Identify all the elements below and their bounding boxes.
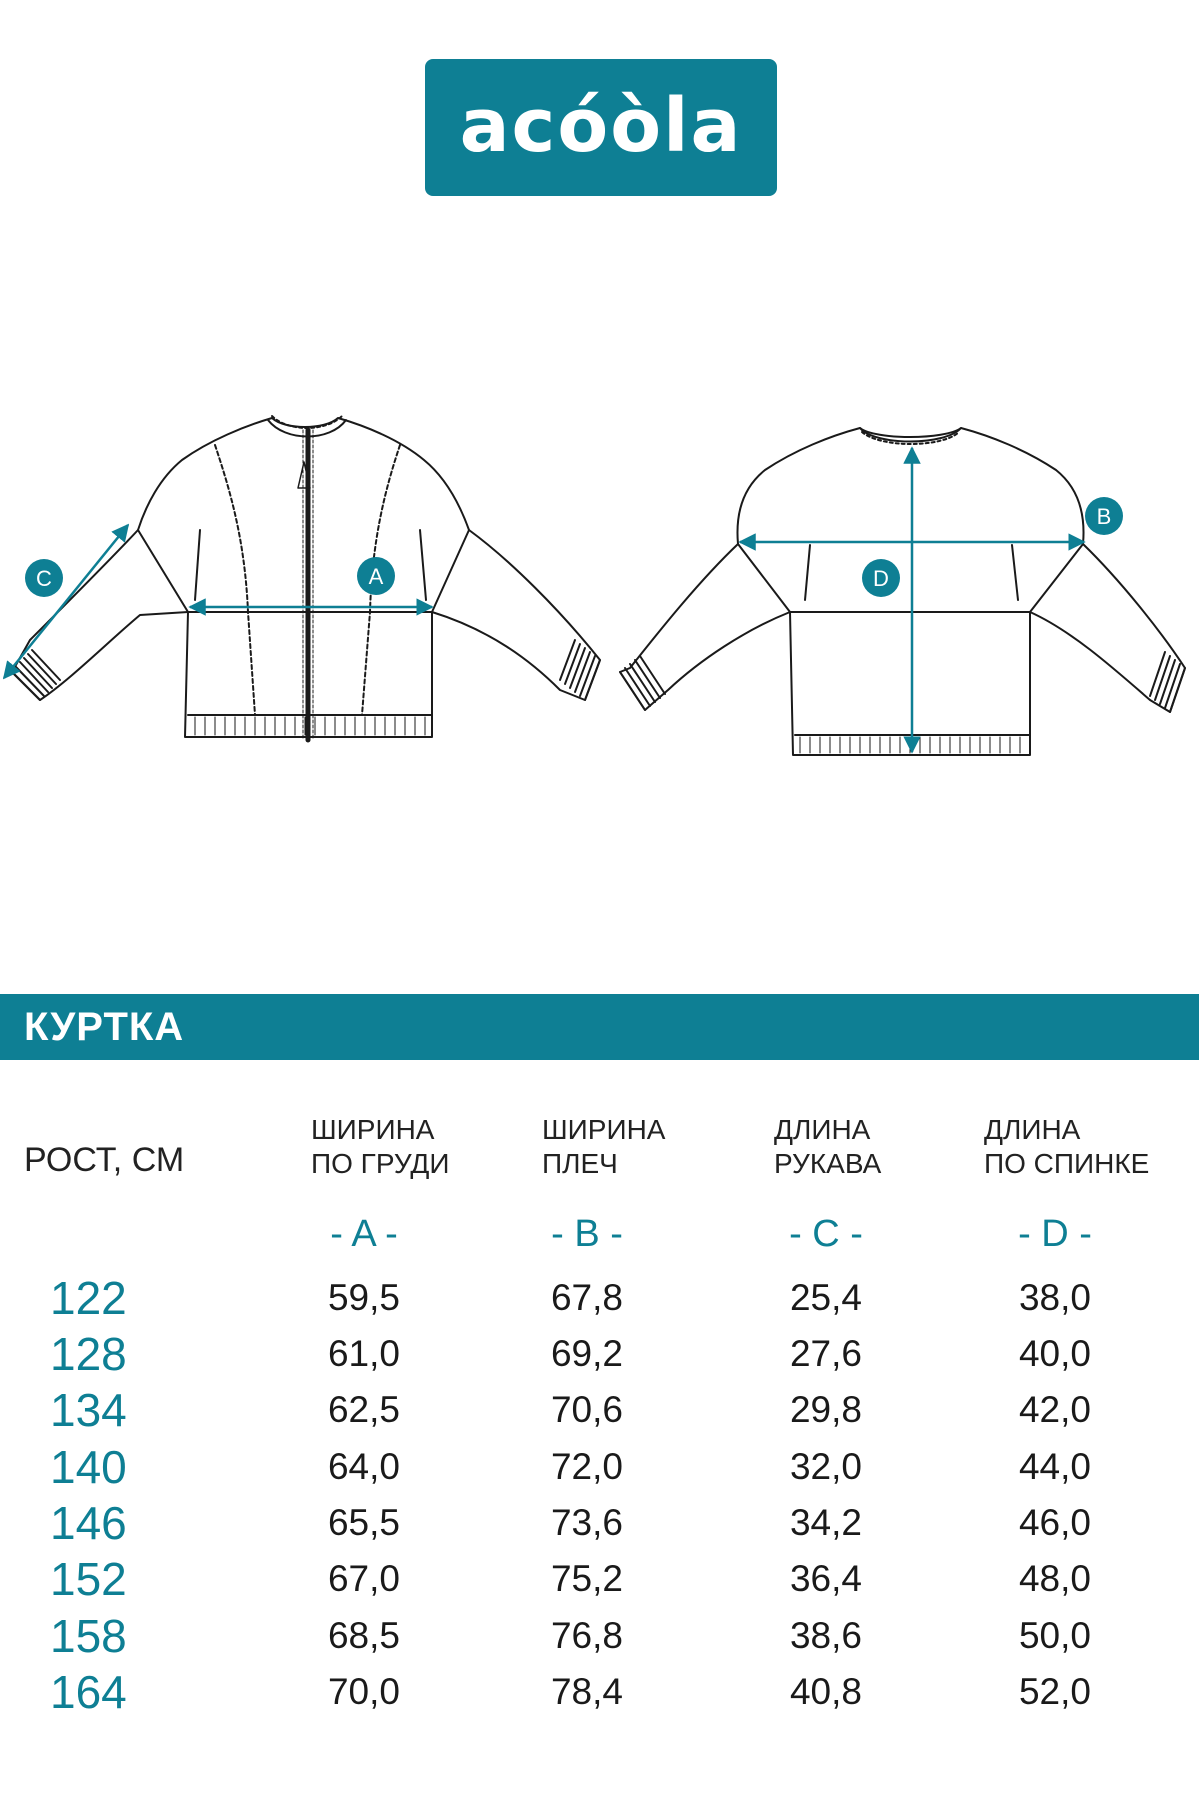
header-chest-width-line2: ПО ГРУДИ (311, 1148, 450, 1179)
label-a: A (368, 564, 384, 589)
cell-a: 64,0 (327, 1446, 400, 1487)
cell-d: 40,0 (1018, 1333, 1091, 1374)
product-title: КУРТКА (24, 1005, 185, 1049)
table-row (0, 1495, 1199, 1551)
cell-d: 48,0 (1018, 1558, 1091, 1599)
header-sleeve-length-line1: ДЛИНА (774, 1114, 871, 1145)
column-letter-c: - C - (789, 1213, 863, 1255)
table-row (0, 1664, 1199, 1720)
table-row (0, 1551, 1199, 1607)
cell-d: 44,0 (1018, 1446, 1091, 1487)
header-back-length (984, 1113, 1149, 1181)
cell-c: 40,8 (789, 1671, 862, 1712)
header-shoulder-width-line2: ПЛЕЧ (542, 1148, 618, 1179)
cell-c: 36,4 (789, 1558, 862, 1599)
row-height: 164 (50, 1666, 127, 1718)
cell-a: 62,5 (327, 1389, 400, 1430)
cell-c: 29,8 (789, 1389, 862, 1430)
jacket-sketch (0, 380, 1199, 780)
cell-a: 70,0 (327, 1671, 400, 1712)
table-row (0, 1270, 1199, 1326)
brand-logo-text: acóòla (459, 82, 743, 169)
jacket-front-view (12, 416, 600, 740)
back-left-sleeve (620, 544, 790, 710)
height-column-header: РОСТ, СМ (24, 1141, 185, 1179)
header-chest-width-line1: ШИРИНА (311, 1114, 435, 1145)
cell-d: 42,0 (1018, 1389, 1091, 1430)
cell-d: 46,0 (1018, 1502, 1091, 1543)
cell-a: 65,5 (327, 1502, 400, 1543)
cell-b: 73,6 (550, 1502, 623, 1543)
table-row (0, 1608, 1199, 1664)
header-chest-width (311, 1113, 450, 1181)
arrow-c (4, 525, 128, 678)
cell-c: 38,6 (789, 1615, 862, 1656)
cell-d: 52,0 (1018, 1671, 1091, 1712)
row-height: 146 (50, 1497, 127, 1549)
cell-b: 69,2 (550, 1333, 623, 1374)
cell-b: 72,0 (550, 1446, 623, 1487)
header-sleeve-length (774, 1113, 881, 1181)
label-b: B (1096, 504, 1112, 529)
cell-d: 38,0 (1018, 1277, 1091, 1318)
cell-b: 67,8 (550, 1277, 623, 1318)
column-letter-d: - D - (1018, 1213, 1092, 1255)
cell-b: 70,6 (550, 1389, 623, 1430)
column-letter-a: - A - (330, 1213, 398, 1255)
header-shoulder-width (542, 1113, 665, 1181)
cell-a: 59,5 (327, 1277, 400, 1318)
cell-b: 78,4 (550, 1671, 623, 1712)
back-measurements (740, 448, 1123, 752)
cell-b: 75,2 (550, 1558, 623, 1599)
row-height: 122 (50, 1272, 127, 1324)
cell-d: 50,0 (1018, 1615, 1091, 1656)
brand-logo (425, 59, 777, 196)
row-height: 158 (50, 1610, 127, 1662)
label-c: C (36, 566, 52, 591)
back-right-sleeve (1030, 544, 1185, 712)
column-letter-b: - B - (551, 1213, 623, 1255)
back-body-outline (737, 428, 1083, 755)
header-back-length-line2: ПО СПИНКЕ (984, 1148, 1150, 1179)
table-row (0, 1439, 1199, 1495)
row-height: 152 (50, 1553, 127, 1605)
cell-c: 34,2 (789, 1502, 862, 1543)
label-d: D (873, 566, 889, 591)
cell-a: 61,0 (327, 1333, 400, 1374)
product-title-banner (0, 994, 1199, 1060)
row-height: 128 (50, 1328, 127, 1380)
header-shoulder-width-line1: ШИРИНА (542, 1114, 666, 1145)
table-row (0, 1382, 1199, 1438)
cell-b: 76,8 (550, 1615, 623, 1656)
cell-a: 68,5 (327, 1615, 400, 1656)
header-back-length-line1: ДЛИНА (984, 1114, 1081, 1145)
table-row (0, 1326, 1199, 1382)
cell-c: 32,0 (789, 1446, 862, 1487)
cell-a: 67,0 (327, 1558, 400, 1599)
header-sleeve-length-line2: РУКАВА (774, 1148, 882, 1179)
row-height: 140 (50, 1441, 127, 1493)
row-height: 134 (50, 1384, 127, 1436)
cell-c: 25,4 (789, 1277, 862, 1318)
jacket-back-view (620, 428, 1185, 755)
cell-c: 27,6 (789, 1333, 862, 1374)
